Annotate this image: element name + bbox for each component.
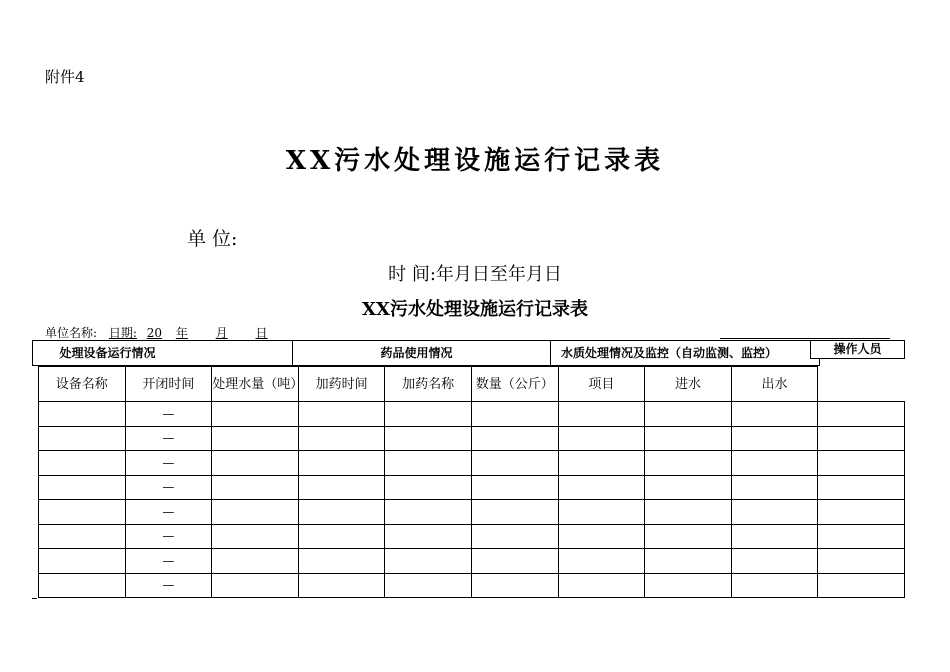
table-cell[interactable] [558, 475, 645, 500]
table-cell[interactable] [731, 573, 818, 598]
table-cell[interactable] [212, 524, 299, 549]
table-cell[interactable] [385, 475, 472, 500]
column-header: 进水 [645, 367, 732, 402]
table-cell[interactable] [39, 402, 126, 427]
table-cell[interactable] [818, 426, 905, 451]
table-cell[interactable] [818, 402, 905, 427]
table-cell[interactable] [298, 475, 385, 500]
table-cell[interactable] [818, 573, 905, 598]
table-cell[interactable] [818, 524, 905, 549]
group-equipment: 处理设备运行情况 [33, 341, 293, 365]
column-header: 项目 [558, 367, 645, 402]
table-cell[interactable] [731, 549, 818, 574]
day-char: 日 [255, 326, 268, 340]
time-range-line: 时 间:年月日至年月日 [388, 264, 562, 285]
table-cell[interactable] [298, 524, 385, 549]
table-cell[interactable] [731, 500, 818, 525]
table-cell[interactable] [645, 500, 732, 525]
table-cell[interactable]: — [125, 475, 212, 500]
table-cell[interactable] [558, 549, 645, 574]
table-cell[interactable] [731, 402, 818, 427]
table-cell[interactable] [558, 451, 645, 476]
group-chemicals: 药品使用情况 [293, 341, 551, 365]
table-cell[interactable] [471, 451, 558, 476]
table-cell[interactable] [385, 524, 472, 549]
table-cell[interactable] [558, 573, 645, 598]
group-operator: 操作人员 [810, 340, 905, 359]
table-cell[interactable]: — [125, 426, 212, 451]
table-cell[interactable] [39, 524, 126, 549]
table-cell[interactable] [471, 402, 558, 427]
table-cell[interactable]: — [125, 451, 212, 476]
table-row [39, 573, 905, 598]
table-row [39, 549, 905, 574]
table-cell[interactable] [471, 500, 558, 525]
date-label: 日期: [108, 326, 137, 340]
table-cell[interactable] [558, 426, 645, 451]
table-cell[interactable] [212, 549, 299, 574]
table-cell[interactable] [645, 573, 732, 598]
table-cell[interactable] [645, 402, 732, 427]
table-cell[interactable] [731, 475, 818, 500]
table-cell[interactable] [385, 426, 472, 451]
table-cell[interactable] [731, 524, 818, 549]
table-cell[interactable] [212, 573, 299, 598]
table-row [39, 402, 905, 427]
table-cell[interactable] [385, 500, 472, 525]
table-cell[interactable] [385, 573, 472, 598]
table-cell[interactable] [298, 549, 385, 574]
table-row [39, 524, 905, 549]
group-water-quality: 水质处理情况及监控（自动监测、监控） [561, 346, 778, 360]
table-row [39, 426, 905, 451]
column-header: 加药时间 [298, 367, 385, 402]
table-cell[interactable] [212, 402, 299, 427]
table-cell[interactable] [471, 573, 558, 598]
column-header: 加药名称 [385, 367, 472, 402]
table-cell[interactable] [645, 475, 732, 500]
table-cell[interactable] [39, 573, 126, 598]
table-cell[interactable] [818, 475, 905, 500]
table-cell[interactable] [471, 524, 558, 549]
table-row [39, 475, 905, 500]
table-body [39, 402, 905, 598]
table-cell[interactable] [471, 475, 558, 500]
table-row [39, 500, 905, 525]
table-cell[interactable] [385, 451, 472, 476]
table-cell[interactable] [818, 549, 905, 574]
unit-name-label: 单位名称: [45, 326, 98, 340]
table-cell[interactable] [558, 500, 645, 525]
year-char: 年 [175, 326, 188, 340]
meta-line [45, 324, 268, 341]
table-cell[interactable] [212, 451, 299, 476]
page-title: XX污水处理设施运行记录表 [285, 146, 665, 176]
column-header: 设备名称 [39, 367, 126, 402]
table-cell[interactable] [385, 402, 472, 427]
table-cell[interactable] [212, 426, 299, 451]
table-cell[interactable] [558, 402, 645, 427]
table-cell[interactable] [39, 549, 126, 574]
column-header [818, 367, 905, 402]
table-cell[interactable] [298, 500, 385, 525]
table-cell[interactable]: — [125, 402, 212, 427]
table-cell[interactable] [645, 451, 732, 476]
table-cell[interactable] [385, 549, 472, 574]
table-cell[interactable] [298, 451, 385, 476]
table-cell[interactable]: — [125, 549, 212, 574]
table-cell[interactable] [39, 475, 126, 500]
table-cell[interactable] [645, 549, 732, 574]
table-cell[interactable] [645, 426, 732, 451]
table-cell[interactable] [818, 451, 905, 476]
column-header: 数量（公斤） [471, 367, 558, 402]
table-cell[interactable] [731, 451, 818, 476]
table-row [39, 451, 905, 476]
table-title: XX污水处理设施运行记录表 [362, 299, 588, 320]
table-cell[interactable] [39, 500, 126, 525]
table-cell[interactable] [298, 402, 385, 427]
table-cell[interactable] [39, 426, 126, 451]
record-table [38, 366, 905, 598]
table-cell[interactable] [212, 475, 299, 500]
table-cell[interactable]: — [125, 524, 212, 549]
column-header: 开闭时间 [125, 367, 212, 402]
column-header: 处理水量（吨） [212, 367, 299, 402]
table-cell[interactable] [731, 426, 818, 451]
column-header: 出水 [731, 367, 818, 402]
divider [32, 598, 37, 599]
attachment-label: 附件4 [45, 68, 85, 86]
table-header-row [39, 367, 905, 402]
table-cell[interactable] [645, 524, 732, 549]
year-prefix: 20 [146, 326, 163, 340]
table-cell[interactable] [471, 426, 558, 451]
table-cell[interactable] [471, 549, 558, 574]
table-cell[interactable] [298, 573, 385, 598]
table-cell[interactable] [39, 451, 126, 476]
table-cell[interactable] [298, 426, 385, 451]
table-cell[interactable]: — [125, 573, 212, 598]
unit-line: 单 位: [187, 228, 238, 250]
table-cell[interactable] [212, 500, 299, 525]
month-char: 月 [215, 326, 228, 340]
table-cell[interactable] [558, 524, 645, 549]
group-header-row [32, 340, 820, 366]
table-cell[interactable] [818, 500, 905, 525]
table-cell[interactable]: — [125, 500, 212, 525]
signature-underline [720, 338, 890, 339]
